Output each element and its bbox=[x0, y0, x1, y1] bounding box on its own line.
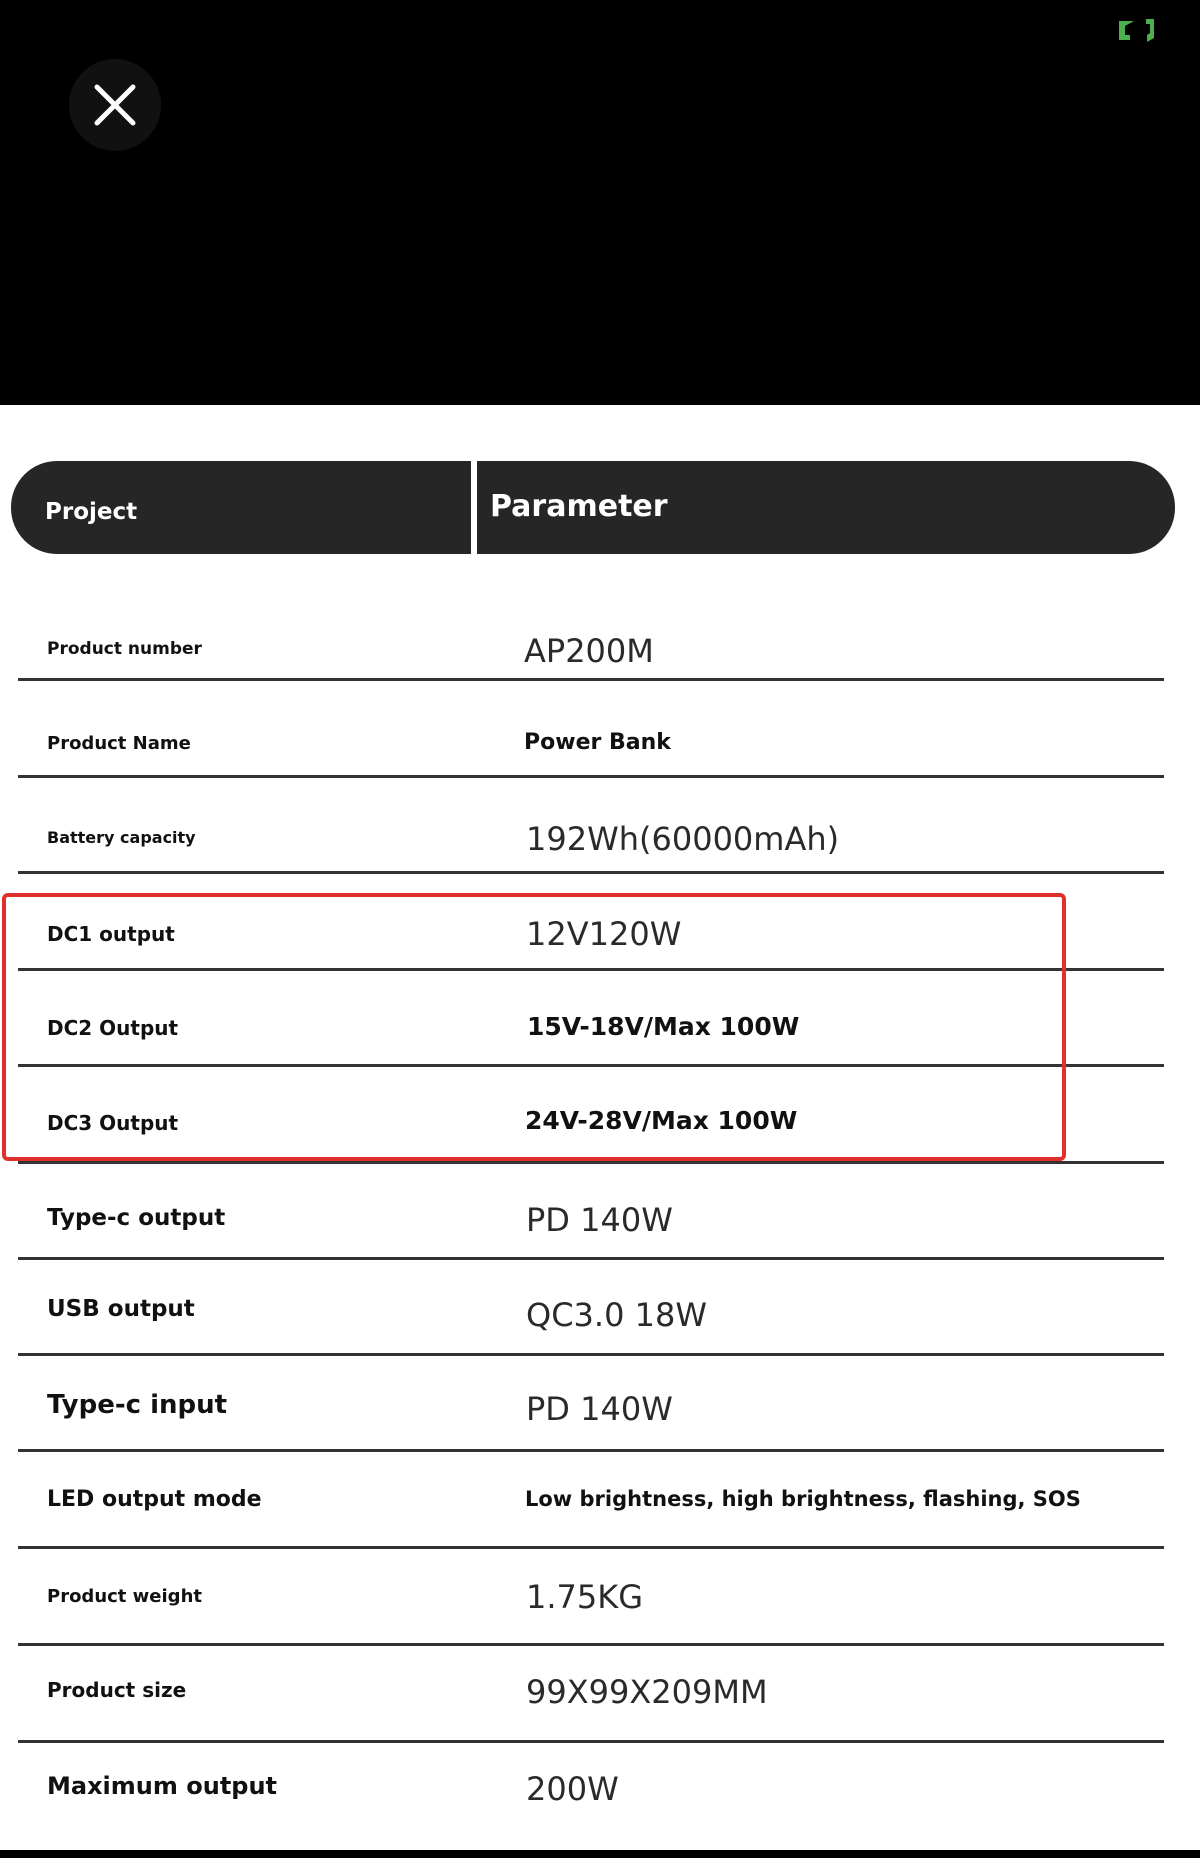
row-label-dc1-output: DC1 output bbox=[47, 922, 175, 946]
row-label-product-weight: Product weight bbox=[47, 1586, 202, 1607]
row-value-battery-capacity: 192Wh(60000mAh) bbox=[526, 820, 840, 858]
row-value-dc3-output: 24V-28V/Max 100W bbox=[525, 1106, 798, 1135]
row-label-type-c-input: Type-c input bbox=[47, 1390, 228, 1420]
fullscreen-icon bbox=[1116, 16, 1164, 44]
row-label-battery-capacity: Battery capacity bbox=[47, 828, 196, 847]
fullscreen-button[interactable] bbox=[1116, 16, 1164, 44]
row-value-led-output-mode: Low brightness, high brightness, flashing, SOS bbox=[525, 1487, 1081, 1511]
row-label-type-c-output: Type-c output bbox=[47, 1205, 226, 1231]
row-value-dc1-output: 12V120W bbox=[526, 915, 682, 953]
close-icon bbox=[93, 83, 137, 127]
row-divider bbox=[18, 678, 1164, 681]
row-divider bbox=[18, 1353, 1164, 1356]
header-parameter-label: Parameter bbox=[490, 489, 668, 524]
row-divider bbox=[18, 1449, 1164, 1452]
row-label-product-name: Product Name bbox=[47, 733, 191, 754]
row-divider bbox=[18, 775, 1164, 778]
row-label-dc3-output: DC3 Output bbox=[47, 1111, 179, 1135]
row-divider bbox=[18, 1643, 1164, 1646]
row-label-usb-output: USB output bbox=[47, 1296, 195, 1322]
row-label-led-output-mode: LED output mode bbox=[47, 1487, 262, 1512]
image-viewer-toolbar-area bbox=[0, 0, 1200, 405]
row-divider bbox=[18, 1546, 1164, 1549]
row-value-type-c-output: PD 140W bbox=[526, 1201, 673, 1239]
row-divider bbox=[18, 871, 1164, 874]
row-label-maximum-output: Maximum output bbox=[47, 1772, 278, 1800]
table-header-project bbox=[11, 461, 471, 554]
row-label-dc2-output: DC2 Output bbox=[47, 1016, 179, 1040]
row-value-product-number: AP200M bbox=[524, 632, 654, 670]
row-value-usb-output: QC3.0 18W bbox=[526, 1296, 707, 1334]
close-button[interactable] bbox=[69, 59, 161, 151]
row-divider bbox=[18, 1257, 1164, 1260]
row-value-product-name: Power Bank bbox=[524, 730, 671, 755]
row-value-product-weight: 1.75KG bbox=[526, 1578, 644, 1616]
row-value-type-c-input: PD 140W bbox=[526, 1390, 673, 1428]
row-label-product-size: Product size bbox=[47, 1678, 187, 1702]
row-divider bbox=[18, 1064, 1164, 1067]
table-header-parameter bbox=[477, 461, 1175, 554]
row-divider bbox=[18, 968, 1164, 971]
row-label-product-number: Product number bbox=[47, 639, 202, 659]
row-divider bbox=[18, 1161, 1164, 1164]
row-value-dc2-output: 15V-18V/Max 100W bbox=[527, 1012, 800, 1041]
header-project-label: Project bbox=[45, 498, 138, 525]
row-divider bbox=[18, 1740, 1164, 1743]
row-value-product-size: 99X99X209MM bbox=[526, 1673, 768, 1711]
bottom-edge bbox=[0, 1850, 1200, 1858]
row-value-maximum-output: 200W bbox=[526, 1770, 619, 1808]
